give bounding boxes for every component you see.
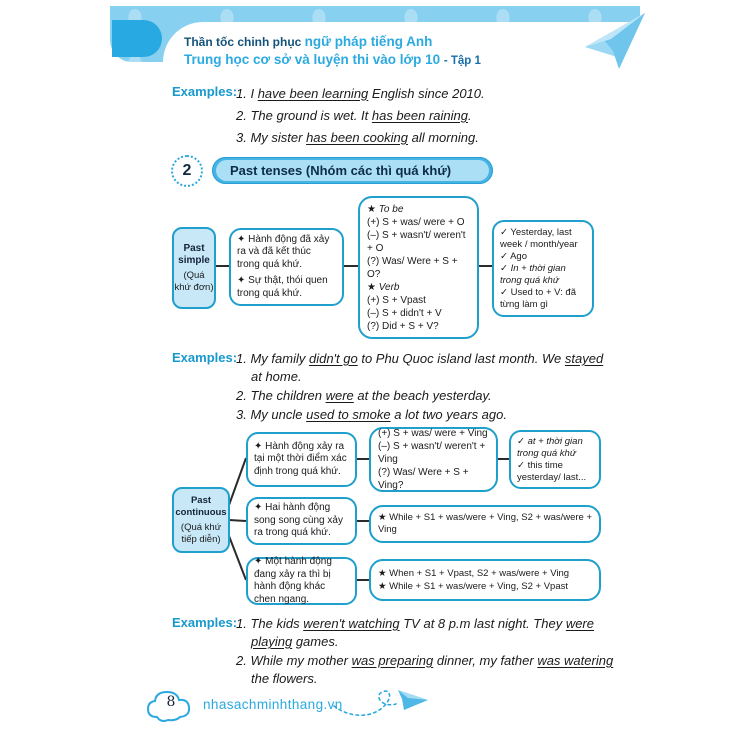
form-line: (+) S + was/ were + Ving	[378, 428, 488, 439]
usage-bullet: ✦ Hành động đã xảy ra và đã kết thúc trong quá khứ.	[237, 233, 330, 270]
usage-bullet: ✦ Hành động xảy ra tại một thời điểm xác định trong quá khứ.	[254, 440, 347, 477]
form-line: (–) S + wasn't/ weren't + Ving	[378, 441, 486, 465]
form-line: ★ While + S1 + was/were + Ving, S2 + Vpast	[378, 581, 568, 592]
example-item: 1. My family didn't go to Phu Quoc island last month. We stayed at home.	[236, 351, 604, 384]
examples-list-1	[236, 84, 608, 150]
section-title: Past tenses (Nhóm các thì quá khứ)	[216, 160, 489, 181]
examples-label-1: Examples:	[172, 84, 238, 99]
example-item: 2. The ground is wet. It has been raining.	[236, 108, 472, 123]
form-line: ★ When + S1 + Vpast, S2 + was/were + Ving	[378, 568, 570, 579]
past-simple-form-box	[358, 196, 479, 339]
signal-line: ✓ this time yesterday/ last...	[517, 459, 587, 483]
examples-label-2: Examples:	[172, 350, 238, 365]
page-number: 8	[166, 694, 176, 710]
example-item: 1. The kids weren't watching TV at 8 p.m last night. They were playing games.	[236, 616, 594, 649]
form-line: (?) Was/ Were + S + O?	[367, 255, 458, 280]
form-line: (–) S + didn't + V	[367, 307, 442, 319]
section-number-badge: 2	[171, 155, 203, 187]
past-continuous-usage3-box	[246, 557, 357, 605]
past-continuous-interrupt-form-box	[369, 559, 601, 601]
example-item: 2. While my mother was preparing dinner, my father was watering the flowers.	[236, 653, 614, 686]
tense-name: Past continuous	[175, 495, 227, 518]
signal-line: ✓ In + thời gian trong quá khứ	[500, 262, 566, 286]
past-continuous-form-box	[369, 427, 498, 492]
title-main: ngữ pháp tiếng Anh	[304, 34, 433, 49]
subtitle: Trung học cơ sở và luyện thi vào lớp 10	[184, 52, 444, 67]
past-simple-usage-box	[229, 228, 344, 306]
form-line: (?) Was/ Were + S + Ving?	[378, 467, 469, 491]
form-line: (+) S + was/ were + O	[367, 216, 465, 228]
book-title-line1	[184, 33, 481, 51]
paper-plane-icon	[583, 11, 647, 69]
book-title-line2	[184, 51, 481, 70]
past-continuous-signals-box	[509, 430, 601, 489]
past-continuous-label-box	[172, 487, 230, 553]
paper-plane-trail-icon	[332, 684, 432, 726]
tense-name-vi: (Quá khứ đơn)	[174, 270, 214, 293]
usage-bullet: ✦ Hai hành động song song cùng xảy ra trong quá khứ.	[254, 502, 343, 539]
example-item: 1. I have been learning English since 2010.	[236, 86, 485, 101]
past-continuous-parallel-form-box	[369, 505, 601, 543]
past-simple-label-box	[172, 227, 216, 309]
past-continuous-usage2-box	[246, 497, 357, 545]
form-line: (?) Did + S + V?	[367, 320, 439, 332]
examples-label-3: Examples:	[172, 615, 238, 630]
signal-line: ✓ Used to + V: đã từng làm gì	[500, 286, 576, 310]
subtitle-volume: - Tập 1	[443, 55, 481, 67]
signal-line: ✓ Ago	[500, 250, 527, 262]
website-link[interactable]: nhasachminhthang.vn	[203, 697, 343, 712]
usage-bullet: ✦ Một hành động đang xảy ra thì bị hành động khác chen ngang.	[254, 556, 332, 605]
header-capsule-shape	[112, 20, 162, 57]
example-item: 3. My sister has been cooking all morning.	[236, 130, 479, 145]
form-line: ★ To be	[367, 203, 404, 215]
book-title	[184, 33, 481, 70]
signal-line: ✓ Yesterday, last week / month/year	[500, 226, 578, 250]
form-line: (+) S + Vpast	[367, 294, 426, 306]
past-simple-signals-box	[492, 220, 594, 317]
usage-bullet: ✦ Sự thật, thói quen trong quá khứ.	[237, 275, 328, 299]
title-prefix: Thần tốc chinh phục	[184, 35, 305, 49]
example-item: 3. My uncle used to smoke a lot two years ago.	[236, 407, 507, 422]
tense-name: Past simple	[178, 243, 210, 266]
examples-list-2	[236, 350, 614, 425]
form-line: ★ Verb	[367, 281, 400, 293]
form-line: ★ While + S1 + was/were + Ving, S2 + was/were + Ving	[378, 512, 593, 535]
examples-list-3	[236, 615, 618, 689]
form-line: (–) S + wasn't/ weren't + O	[367, 229, 466, 254]
section-banner	[212, 157, 493, 184]
example-item: 2. The children were at the beach yesterday.	[236, 388, 492, 403]
tense-name-vi: (Quá khứ tiếp diễn)	[180, 522, 222, 545]
signal-line: ✓ at + thời gian trong quá khứ	[517, 435, 583, 459]
past-continuous-usage1-box	[246, 432, 357, 487]
